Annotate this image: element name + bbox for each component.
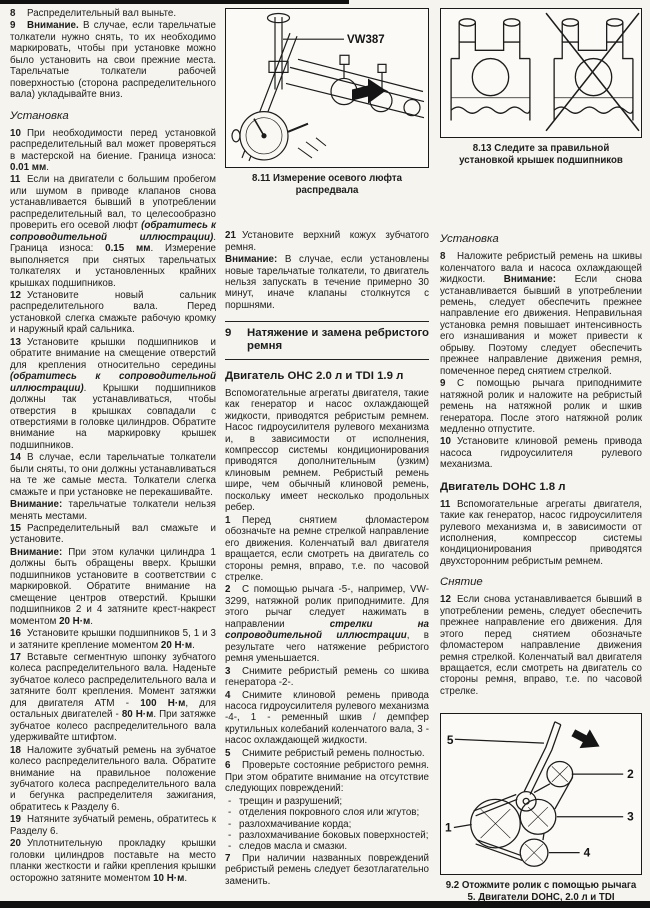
text-run: 0.01 мм: [10, 161, 47, 173]
text-run: Снятие: [440, 576, 483, 589]
text-run: В случае, если установлены новые тарельчатые толкатели, то двигатель нельзя запускать в течение примерно 30 минут, иначе клапаны столкнутся с поршнями.: [225, 254, 429, 311]
text-run: 20 Н·м: [160, 639, 193, 651]
paragraph: [440, 594, 642, 697]
figure-8-13-bearing-caps: [440, 8, 642, 166]
paragraph: [225, 388, 429, 514]
figure-8-11-frame: [225, 8, 429, 168]
text-run: . Граница износа:: [10, 231, 216, 255]
paragraph: [440, 499, 642, 568]
text-run: Установите верхний кожух зубчатого ремня.: [225, 230, 429, 253]
text-run: разлохмачивание боковых поверхностей;: [239, 829, 429, 841]
text-run: Внимание:: [10, 546, 63, 558]
step-number: 17: [10, 652, 21, 664]
text-run: При необходимости перед установкой распределительный вал может проверяться в мастерской на биение. Граница износа:: [10, 127, 216, 162]
paragraph: [440, 436, 642, 470]
paragraph: [10, 652, 216, 744]
paragraph: [225, 584, 429, 664]
paragraph: [225, 748, 429, 759]
text-run: стрелки на сопроводительной иллюстрации: [225, 618, 429, 642]
text-run: 10 Н·м: [153, 872, 185, 884]
text-run: тарельчатые толкатели нельзя менять местами.: [10, 499, 216, 522]
paragraph: [10, 337, 216, 452]
text-run: (обратитесь к сопроводительной иллюстрации): [10, 220, 217, 243]
text-run: Проверьте состояние ребристого ремня. При этом обратите внимание на отсутствие следующих повреждений:: [225, 760, 429, 795]
bullet-marker: -: [228, 807, 232, 819]
paragraph: [10, 452, 216, 498]
text-run: .: [192, 639, 195, 651]
figure-8-11-caption: 8.11 Измерение осевого люфта распредвала: [251, 173, 403, 196]
text-run: .: [46, 161, 50, 173]
subheading-bold: [440, 481, 642, 494]
text-run: Если снова устанавливается бывший в употреблении ремень, следует обеспечить прежнее направление его движения. Для этого перед снятием обозначьте фломастером направление движения ремня стрелкой. Коленчатый вал двигателя вращается, если смотреть на двигатель со стороны ремня, вправо, т.е. по часовой стрелке.: [440, 594, 642, 697]
text-run: Снимите ребристый ремень полностью.: [242, 747, 425, 759]
text-run: , для остальных двигателей -: [10, 697, 217, 721]
text-run: Снимите ребристый ремень со шкива генератора -2-.: [225, 665, 429, 689]
text-column-middle: [225, 8, 429, 888]
paragraph: [10, 290, 216, 336]
paragraph: [225, 690, 429, 747]
step-number: 3: [225, 665, 231, 677]
paragraph: [225, 515, 429, 584]
paragraph: [10, 745, 216, 814]
step-number: 9: [440, 378, 446, 390]
text-run: , в результате чего натяжение ребристого ремня уменьшается.: [225, 630, 429, 665]
text-run: Двигатель OHC 2.0 л и TDI 1.9 л: [225, 369, 404, 382]
text-run: Установите крышки подшипников 5, 1 и 3 и затяните крепление моментом: [10, 628, 216, 651]
bullet-item: [225, 807, 429, 818]
section-number: 9: [225, 327, 232, 340]
paragraph: [10, 20, 216, 100]
paragraph: [225, 853, 429, 887]
callout-1-crankshaft: 1: [444, 821, 452, 835]
direction-arrow-icon: [352, 78, 386, 103]
paragraph: [440, 251, 642, 377]
text-run: 80 Н·м: [121, 709, 154, 721]
step-number: 5: [225, 747, 231, 759]
figure-9-2-frame: [440, 713, 642, 875]
step-number: 16: [10, 628, 21, 640]
text-column-right: [440, 8, 642, 904]
text-run: . При затяжке зубчатое колесо распределительного вала удерживайте штифтом.: [10, 709, 216, 744]
text-run: С помощью рычага приподнимите натяжной ролик и наложите на ребристый ремень на натяжной ролик и шкив генератора. После этого натяжной ролик медленно отпустите.: [440, 378, 642, 435]
section-header: [225, 321, 429, 360]
text-run: При наличии названных повреждений ребристый ремень следует безотлагательно заменить.: [225, 852, 429, 887]
figure-9-2-caption: 9.2 Отожмите ролик с помощью рычага 5. Двигатели DOHC, 2.0 л и TDI: [445, 880, 637, 903]
step-number: 15: [10, 523, 21, 535]
text-run: Установите клиновой ремень привода насоса гидроусилителя рулевого механизма.: [440, 436, 642, 471]
text-run: Внимание.: [27, 20, 79, 32]
step-number: 14: [10, 452, 21, 464]
subheading-italic: [440, 576, 642, 589]
text-run: При этом кулачки цилиндра 1 должны быть обращены вверх. Крышки подшипников установите в соответствии с маркировкой. Обратите внимание на смещение центров отверстий. Крышки подшипников 2 и 4 затяните крест-накрест моментом: [10, 546, 216, 627]
middle-column-text: [225, 230, 429, 887]
step-number: 4: [225, 689, 231, 701]
text-column-left: [10, 8, 216, 885]
paragraph: [225, 760, 429, 794]
step-number: 21: [225, 230, 236, 242]
text-run: трещин и разрушений;: [239, 795, 343, 807]
bearing-caps-drawing: [441, 9, 641, 137]
text-run: С помощью рычага -5-, например, VW-3299, натяжной ролик приподнимите. Для этого рычаг следует нажимать в направлении: [225, 584, 429, 630]
text-run: Внимание:: [10, 499, 63, 511]
text-run: Наложите ребристый ремень на шкивы коленчатого вала и насоса охлаждающей жидкости.: [440, 251, 642, 286]
figure-9-2-belt-routing: [440, 713, 642, 903]
text-run: Вспомогательные агрегаты двигателя, такие как генератор, насос гидроусилителя рулевого механизма и, в зависимости от исполнения, компрессор системы кондиционирования приводятся двухсторонним ребристым ремнем.: [440, 498, 642, 567]
paragraph: [10, 547, 216, 627]
text-run: Если снова устанавливается бывший в употреблении ремень, следует обеспечить прежнее направление его движения. Неправильная установка ремня повышает интенсивность его изнашивания и может привести к обрыву. Поэтому следует обеспечить прежнее направление движения ремня, помеченное перед снятием стрелкой.: [440, 274, 642, 377]
paragraph: [10, 814, 216, 837]
step-number: 8: [440, 251, 446, 263]
text-run: Уплотнительную прокладку крышки головки цилиндров поставьте на место планки жесткости и гайки крепления крышки осторожно затяните моментом: [10, 838, 216, 884]
paragraph: [10, 128, 216, 174]
step-number: 8: [10, 8, 16, 19]
text-run: Внимание:: [225, 254, 278, 266]
bullet-marker: -: [228, 829, 232, 841]
dial-gauge-drawing: [226, 9, 428, 167]
text-run: 20 Н·м: [59, 615, 91, 627]
text-run: . Крышки подшипников должны так устанавливаться, чтобы отверстия в крышках совпадали с отверстиями в головке цилиндров. Обратите внимание на маркировку крышек подшипников.: [10, 382, 216, 451]
bullet-item: [225, 819, 429, 830]
bearing-cap-correct: [451, 19, 530, 121]
step-number: 11: [440, 498, 451, 510]
tensioner-lever: [524, 722, 555, 792]
dial-gauge-probe: [288, 124, 308, 132]
right-column-text: [440, 233, 642, 697]
text-run: Распределительный вал смажьте и установите.: [10, 523, 216, 546]
column-spacer: [440, 166, 642, 224]
left-column-text: [10, 8, 216, 884]
paragraph: [440, 378, 642, 435]
text-run: Натяните зубчатый ремень, обратитесь к Разделу 6.: [10, 814, 216, 837]
text-run: .: [184, 872, 188, 884]
text-run: Вспомогательные агрегаты двигателя, такие как генератор и насос охлаждающей жидкости, приводятся ребристым ремнем. Насос гидроусилителя рулевого механизма и, в зависимости от исполнения, компрессор системы кондиционирования приводятся дополнительным (узким) клиновым ремнем. Ребристый ремень шире, чем обычный клиновой ремень, поскольку имеет несколько продольных ребер.: [225, 387, 429, 514]
scan-edge-top: [0, 0, 349, 4]
text-run: . Измерение выполняется при снятых тарельчатых толкателях и установленных крайних крышках подшипников.: [10, 243, 216, 289]
text-run: Установка: [10, 109, 69, 122]
cross-out-x-icon: [546, 13, 639, 131]
tool-label: VW387: [347, 34, 385, 47]
step-number: 10: [10, 127, 21, 139]
step-number: 7: [225, 852, 231, 864]
paragraph: [10, 628, 216, 651]
text-run: разлохмачивание корда;: [239, 818, 352, 830]
figure-8-13-frame: [440, 8, 642, 138]
text-run: (обратитесь к сопроводительной иллюстрации): [10, 371, 216, 394]
paragraph: [10, 523, 216, 546]
callout-5-lever: 5: [446, 734, 454, 748]
text-run: Установка: [440, 233, 499, 246]
step-number: 6: [225, 760, 231, 772]
text-run: Внимание:: [503, 274, 556, 286]
step-number: 9: [10, 20, 16, 32]
step-number: 2: [225, 584, 231, 596]
paragraph: [10, 174, 216, 289]
text-run: Двигатель DOHC 1.8 л: [440, 480, 566, 493]
paragraph: [10, 499, 216, 522]
text-run: отделения покровного слоя или жгутов;: [239, 807, 420, 819]
bullet-item: [225, 830, 429, 841]
bullet-marker: -: [228, 818, 232, 830]
subheading-italic: [10, 110, 216, 123]
step-number: 12: [440, 594, 451, 606]
text-run: Если на двигатели с большим пробегом или шумом в приводе клапанов снова устанавливается бывший в употреблении распределительный вал, то целесообразно проверить его осевой люфт: [10, 174, 216, 232]
bullet-marker: -: [228, 841, 232, 853]
text-run: Вставьте сегментную шпонку зубчатого колеса распределительного вала. Наденьте зубчатое колесо распределительного вала и затяните болт крепления. Момент затяжки для двигателя АТМ -: [10, 652, 216, 709]
text-run: Наложите зубчатый ремень на зубчатое колесо распределительного вала. Обратите внимание на правильное положение зубчатого колеса распределительного вала и бегунка распределителя зажигания, обратитесь к Разделу 6.: [10, 744, 216, 813]
figure-8-13-caption: 8.13 Следите за правильной установкой крышек подшипников: [459, 143, 623, 166]
step-number: 13: [10, 336, 21, 348]
subheading-italic: [440, 233, 642, 246]
belt-direction-arrow-icon: [568, 724, 604, 756]
text-run: 0.15 мм: [105, 243, 151, 255]
bullet-item: [225, 841, 429, 852]
text-run: Распределительный вал выньте.: [27, 8, 177, 19]
paragraph: [225, 254, 429, 311]
bullet-item: [225, 796, 429, 807]
text-run: Установите новый сальник распределительного вала. Перед установкой слегка смажьте рабочую кромку и наружный край сальника.: [10, 289, 216, 336]
step-number: 1: [225, 514, 231, 526]
text-run: следов масла и смазки.: [239, 841, 348, 853]
bullet-marker: -: [228, 795, 232, 807]
paragraph: [10, 8, 216, 19]
step-number: 18: [10, 744, 21, 756]
callout-3-idler: 3: [627, 811, 634, 825]
paragraph: [10, 838, 216, 884]
section-title: Натяжение и замена ребристого ремня: [247, 327, 429, 353]
step-number: 11: [10, 174, 21, 186]
paragraph: [225, 666, 429, 689]
step-number: 10: [440, 436, 451, 448]
callout-2-alternator: 2: [627, 768, 634, 782]
step-number: 19: [10, 814, 21, 826]
text-run: 100 Н·м: [140, 697, 186, 709]
text-run: В случае, если тарельчатые толкатели были сняты, то они должны устанавливаться на те же самые места. Толкатели слегка смажьте и при установке не перекашивайте.: [10, 452, 216, 498]
text-run: Снимите клиновой ремень привода насоса гидроусилителя рулевого механизма -4-, 1 - ременный шкив / демпфер крутильных колебаний коленчатого вала, 3 - насос охлаждающей жидкости.: [225, 689, 429, 747]
step-number: 12: [10, 289, 21, 301]
text-run: Установите крышки подшипников и обратите внимание на смещение отверстий для крепления относительно середины: [10, 336, 216, 371]
paragraph: [225, 230, 429, 253]
text-run: .: [90, 615, 94, 627]
callout-4-pump: 4: [583, 847, 591, 860]
figure-8-11-camshaft-endplay: [225, 8, 429, 196]
belt-routing-drawing: [441, 714, 641, 874]
text-run: В случае, если тарельчатые толкатели нужно снять, то их необходимо маркировать, чтобы при установке можно было установить на свои прежние места. Тарельчатые толкатели рабочей поверхностью (сторона распределительного вала) укладывайте вниз.: [10, 20, 216, 101]
step-number: 20: [10, 838, 21, 850]
text-run: Перед снятием фломастером обозначьте на ремне стрелкой направление его движения. Коленчатый вал двигателя вращается, если смотреть на двигатель со стороны ремня, вправо, т.е. по часовой стрелке.: [225, 514, 429, 583]
subheading-bold: [225, 370, 429, 383]
